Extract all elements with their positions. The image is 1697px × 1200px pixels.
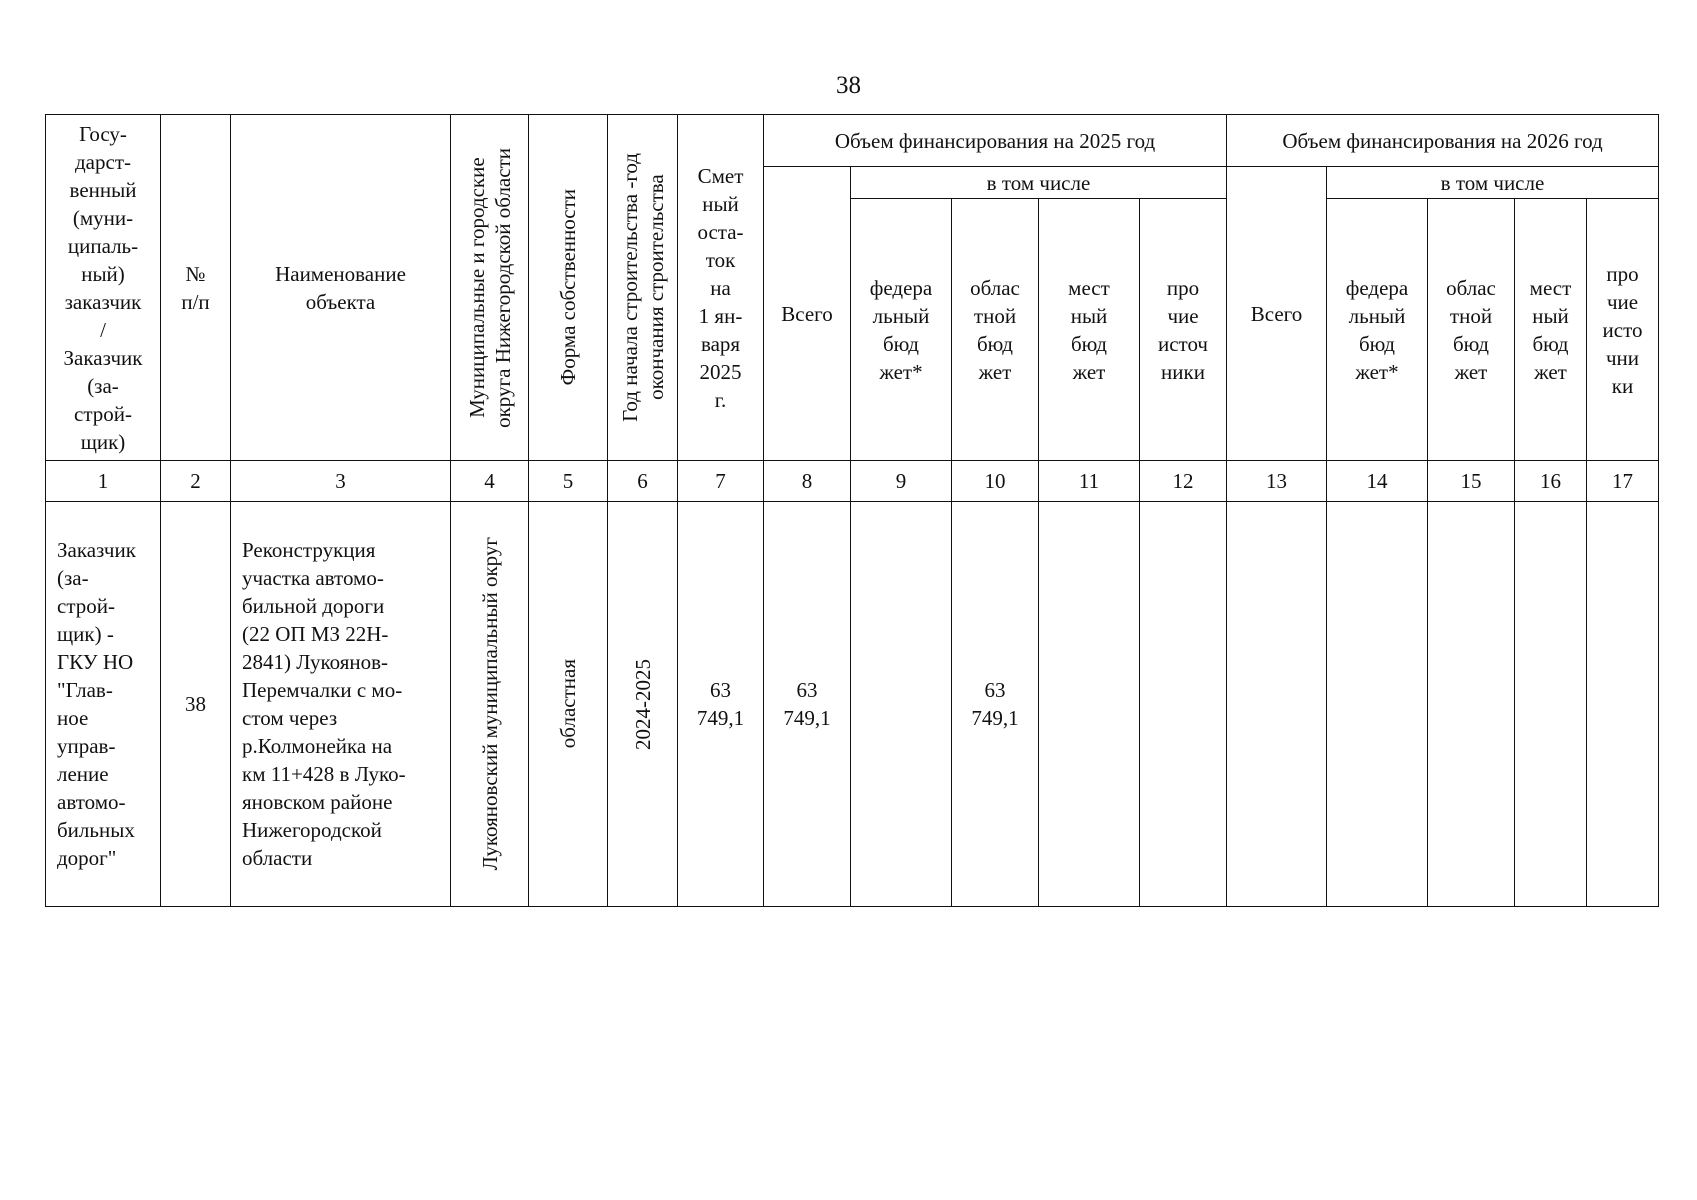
- row-federal-2025: [851, 502, 952, 907]
- row-number: 38: [161, 502, 231, 907]
- header-regional-2026: облас тной бюд жет: [1428, 199, 1515, 461]
- column-number: 13: [1227, 461, 1327, 502]
- column-number: 6: [608, 461, 678, 502]
- row-regional-2025: 63 749,1: [952, 502, 1039, 907]
- row-ownership-text: областная: [556, 659, 580, 749]
- row-regional-2026: [1428, 502, 1515, 907]
- header-local-2026: мест ный бюд жет: [1515, 199, 1587, 461]
- financing-table: [45, 114, 1659, 907]
- row-local-2026: [1515, 502, 1587, 907]
- row-other-2026: [1587, 502, 1659, 907]
- header-total-2026: Всего: [1227, 167, 1327, 461]
- row-municipality-text: Лукояновский муниципальный округ: [477, 537, 502, 871]
- column-number: 12: [1140, 461, 1227, 502]
- header-years: [608, 115, 678, 461]
- page-number: 38: [836, 72, 861, 99]
- header-ownership-text: Форма собственности: [556, 189, 580, 386]
- header-group-2026: Объем финансирования на 2026 год: [1227, 115, 1659, 167]
- column-number: 5: [529, 461, 608, 502]
- column-number: 10: [952, 461, 1039, 502]
- header-federal-2026: федера льный бюд жет*: [1327, 199, 1428, 461]
- header-total-2025: Всего: [764, 167, 851, 461]
- header-including-2026: в том числе: [1327, 167, 1659, 199]
- header-object-name: Наименование объекта: [231, 115, 451, 461]
- column-number: 15: [1428, 461, 1515, 502]
- header-local-2025: мест ный бюд жет: [1039, 199, 1140, 461]
- column-number: 9: [851, 461, 952, 502]
- header-customer: Госу- дарст- венный (муни- ципаль- ный) заказчик / Заказчик (за- строй- щик): [46, 115, 161, 461]
- column-number: 11: [1039, 461, 1140, 502]
- header-municipality-text: Муниципальные и городские округа Нижегородской области: [464, 147, 515, 428]
- row-object-name: Реконструкция участка автомо- бильной дороги (22 ОП МЗ 22Н- 2841) Лукоянов- Перемчалки с мо- стом через р.Колмонейка на км 11+428 в Луко- яновском районе Нижегородской области: [231, 502, 451, 907]
- row-years: [608, 502, 678, 907]
- header-including-2025: в том числе: [851, 167, 1227, 199]
- column-number: 7: [678, 461, 764, 502]
- header-municipality: [451, 115, 529, 461]
- column-number: 17: [1587, 461, 1659, 502]
- row-other-2025: [1140, 502, 1227, 907]
- header-other-2025: про чие источ ники: [1140, 199, 1227, 461]
- header-other-2026: про чие исто чни ки: [1587, 199, 1659, 461]
- header-number: № п/п: [161, 115, 231, 461]
- row-municipality: [451, 502, 529, 907]
- row-estimate-remainder: 63 749,1: [678, 502, 764, 907]
- column-number-row: [46, 461, 1659, 502]
- table-row: [46, 502, 1659, 907]
- row-ownership: [529, 502, 608, 907]
- column-number: 16: [1515, 461, 1587, 502]
- column-number: 14: [1327, 461, 1428, 502]
- row-total-2026: [1227, 502, 1327, 907]
- column-number: 4: [451, 461, 529, 502]
- row-customer: Заказчик (за- строй- щик) - ГКУ НО "Глав- ное управ- ление автомо- бильных дорог": [46, 502, 161, 907]
- column-number: 1: [46, 461, 161, 502]
- column-number: 8: [764, 461, 851, 502]
- header-federal-2025: федера льный бюд жет*: [851, 199, 952, 461]
- row-total-2025: 63 749,1: [764, 502, 851, 907]
- row-local-2025: [1039, 502, 1140, 907]
- header-years-text: Год начала строительства -год окончания строительства: [617, 153, 668, 422]
- row-years-text: 2024-2025: [630, 658, 655, 750]
- header-estimate-remainder: Смет ный оста- ток на 1 ян- варя 2025 г.: [678, 115, 764, 461]
- row-federal-2026: [1327, 502, 1428, 907]
- column-number: 2: [161, 461, 231, 502]
- header-ownership: [529, 115, 608, 461]
- column-number: 3: [231, 461, 451, 502]
- header-regional-2025: облас тной бюд жет: [952, 199, 1039, 461]
- header-group-2025: Объем финансирования на 2025 год: [764, 115, 1227, 167]
